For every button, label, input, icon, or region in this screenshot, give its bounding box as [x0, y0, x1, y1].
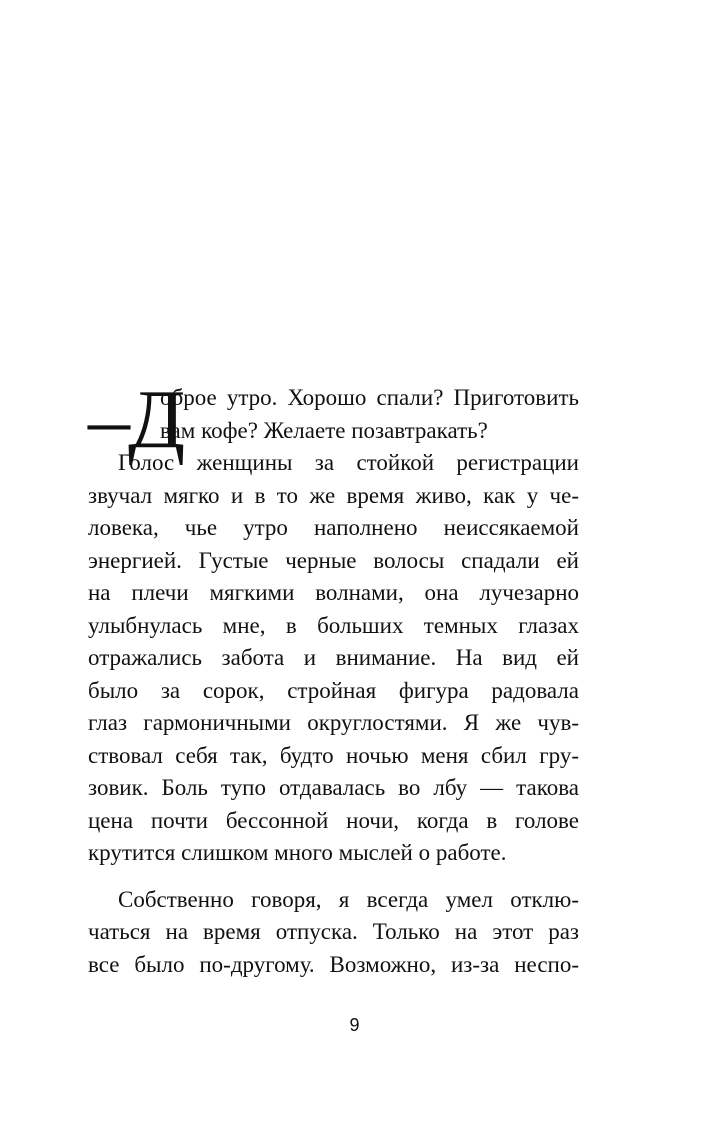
text-line: Голос женщины за стойкой регистрации [118, 450, 579, 475]
text-line: ловека, чье утро наполнено неиссякаемой [88, 515, 579, 540]
text-line: вам кофе? Желаете позавтракать? [160, 417, 488, 443]
text-line: чаться на время отпуска. Только на этот раз [88, 919, 579, 944]
text-line: все было по-другому. Возможно, из-за неспо- [88, 951, 579, 977]
text-line: звучал мягко и в то же время живо, как у че- [88, 482, 579, 508]
paragraph-3 [88, 884, 579, 982]
drop-cap: –Д [88, 373, 184, 466]
text-line: цена почти бессонной ночи, когда в голове [88, 807, 579, 833]
text-line: было за сорок, стройная фигура радовала [88, 677, 579, 703]
text-line: отражались забота и внимание. На вид ей [88, 645, 579, 670]
paragraph-gap [88, 870, 579, 884]
text-line: глаз гармоничными округлостями. Я же чув- [88, 710, 579, 735]
text-line: крутится слишком много мыслей о работе. [88, 840, 507, 865]
text-line: улыбнулась мне, в больших темных глазах [88, 612, 579, 638]
text-line: энергией. Густые черные волосы спадали ей [88, 547, 579, 573]
text-line: Собственно говоря, я всегда умел отклю- [118, 886, 579, 912]
page-number: 9 [349, 1015, 360, 1035]
text-line: на плечи мягкими волнами, она лучезарно [88, 580, 579, 605]
text-line: ствовал себя так, будто ночью меня сбил гру- [88, 742, 579, 768]
text-line: оброе утро. Хорошо спали? Приготовить [160, 385, 579, 410]
body-text [88, 373, 579, 981]
text-line: зовик. Боль тупо отдавалась во лбу — такова [88, 775, 579, 800]
paragraph-2 [88, 447, 579, 870]
